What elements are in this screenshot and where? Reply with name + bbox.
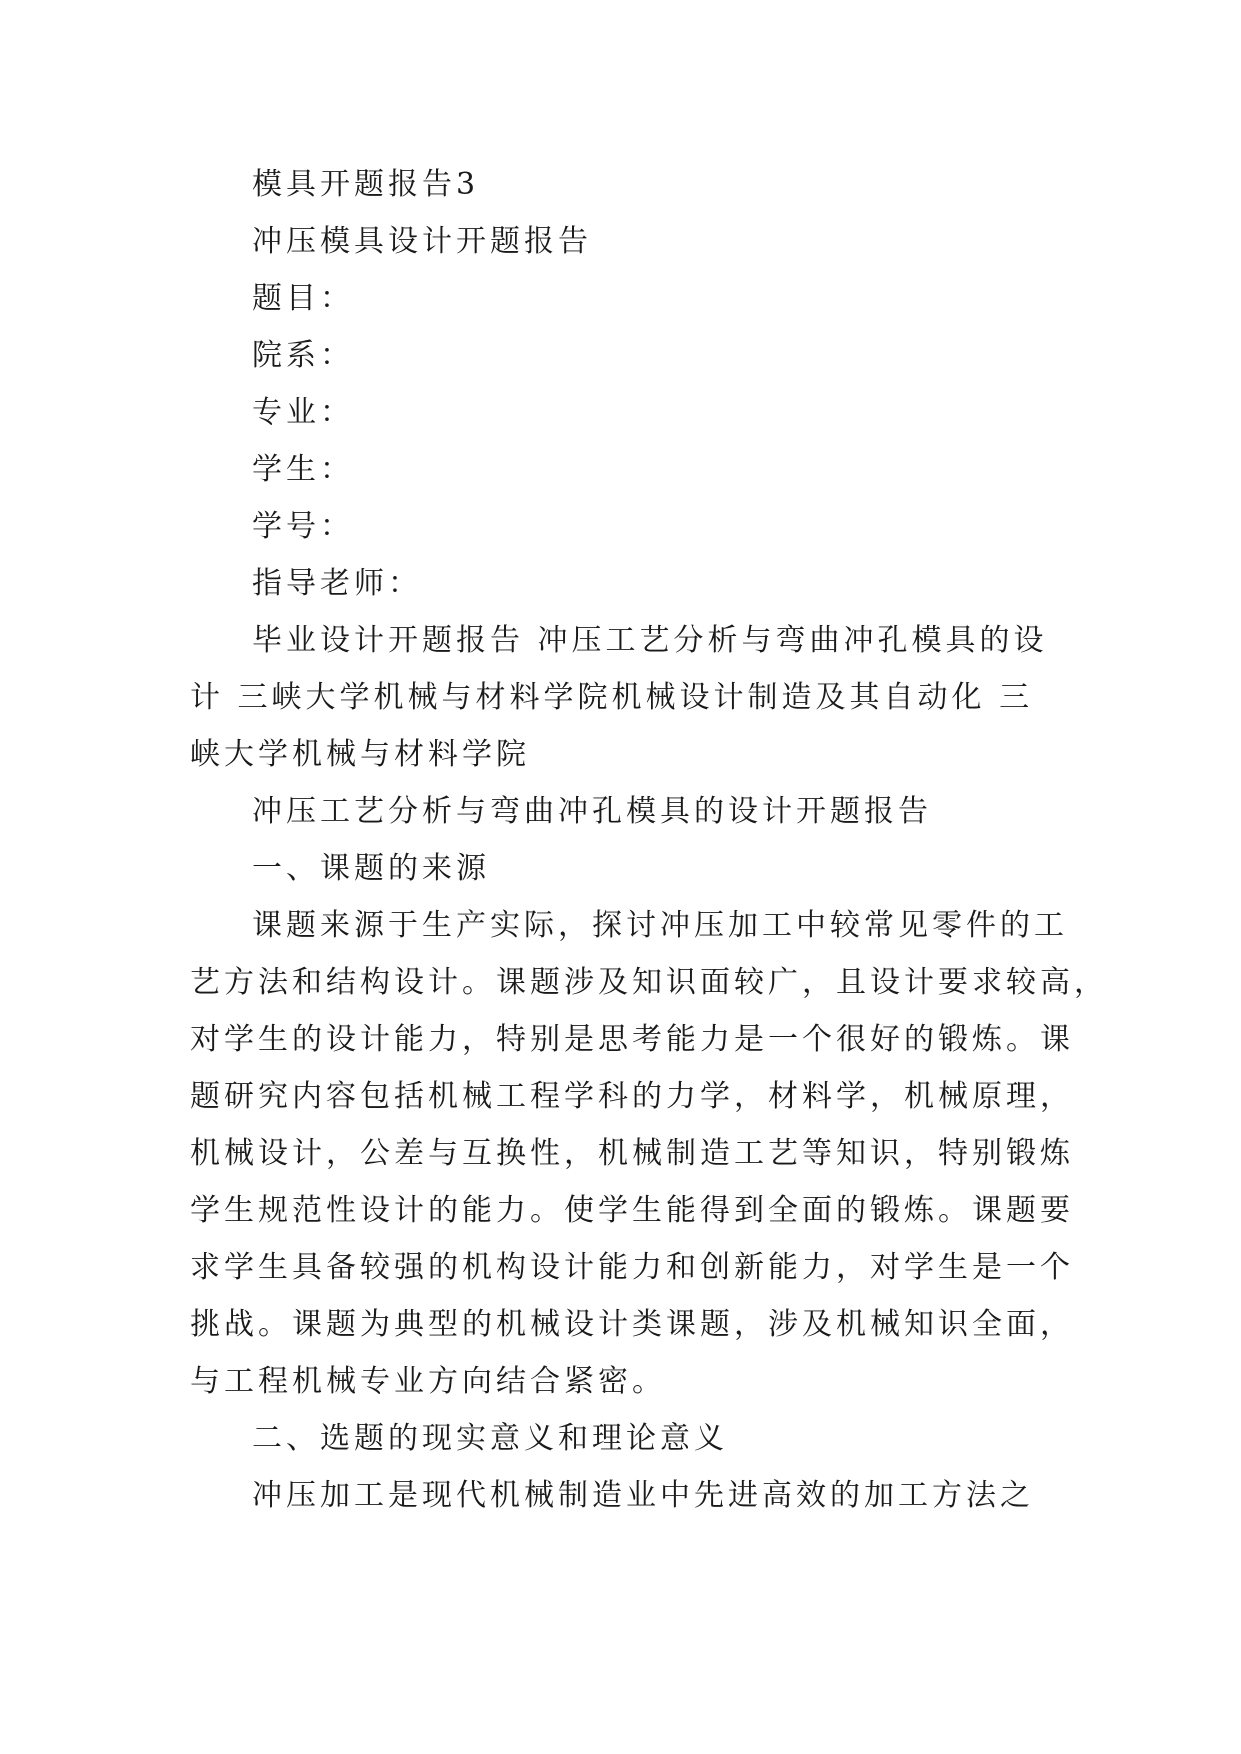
field-student: 学生： [252, 452, 354, 487]
paragraph-line: 艺方法和结构设计。课题涉及知识面较广，且设计要求较高， [190, 965, 1108, 1000]
summary-line: 毕业设计开题报告 冲压工艺分析与弯曲冲孔模具的设 [252, 623, 1048, 658]
paragraph-line: 冲压加工是现代机械制造业中先进高效的加工方法之 [252, 1478, 1034, 1513]
field-major: 专业： [252, 395, 354, 430]
paragraph-line: 题研究内容包括机械工程学科的力学，材料学，机械原理， [190, 1079, 1074, 1114]
paragraph-line: 机械设计，公差与互换性，机械制造工艺等知识，特别锻炼 [190, 1136, 1074, 1171]
field-student-id: 学号： [252, 509, 354, 544]
paragraph-line: 学生规范性设计的能力。使学生能得到全面的锻炼。课题要 [190, 1193, 1074, 1228]
field-advisor: 指导老师： [252, 566, 422, 601]
paragraph-line: 与工程机械专业方向结合紧密。 [190, 1364, 666, 1399]
section-heading: 一、课题的来源 [252, 851, 490, 886]
paragraph-line: 课题来源于生产实际，探讨冲压加工中较常见零件的工 [252, 908, 1068, 943]
summary-line: 峡大学机械与材料学院 [190, 737, 530, 772]
paragraph-line: 求学生具备较强的机构设计能力和创新能力，对学生是一个 [190, 1250, 1074, 1285]
summary-line: 计 三峡大学机械与材料学院机械设计制造及其自动化 三 [190, 680, 1034, 715]
section-heading: 二、选题的现实意义和理论意义 [252, 1421, 728, 1456]
field-department: 院系： [252, 338, 354, 373]
field-title: 题目： [252, 281, 354, 316]
paragraph-line: 对学生的设计能力，特别是思考能力是一个很好的锻炼。课 [190, 1022, 1074, 1057]
report-title: 冲压工艺分析与弯曲冲孔模具的设计开题报告 [252, 794, 932, 829]
document-subtitle: 冲压模具设计开题报告 [252, 224, 592, 259]
document-heading: 模具开题报告3 [252, 167, 480, 202]
paragraph-line: 挑战。课题为典型的机械设计类课题，涉及机械知识全面， [190, 1307, 1074, 1342]
